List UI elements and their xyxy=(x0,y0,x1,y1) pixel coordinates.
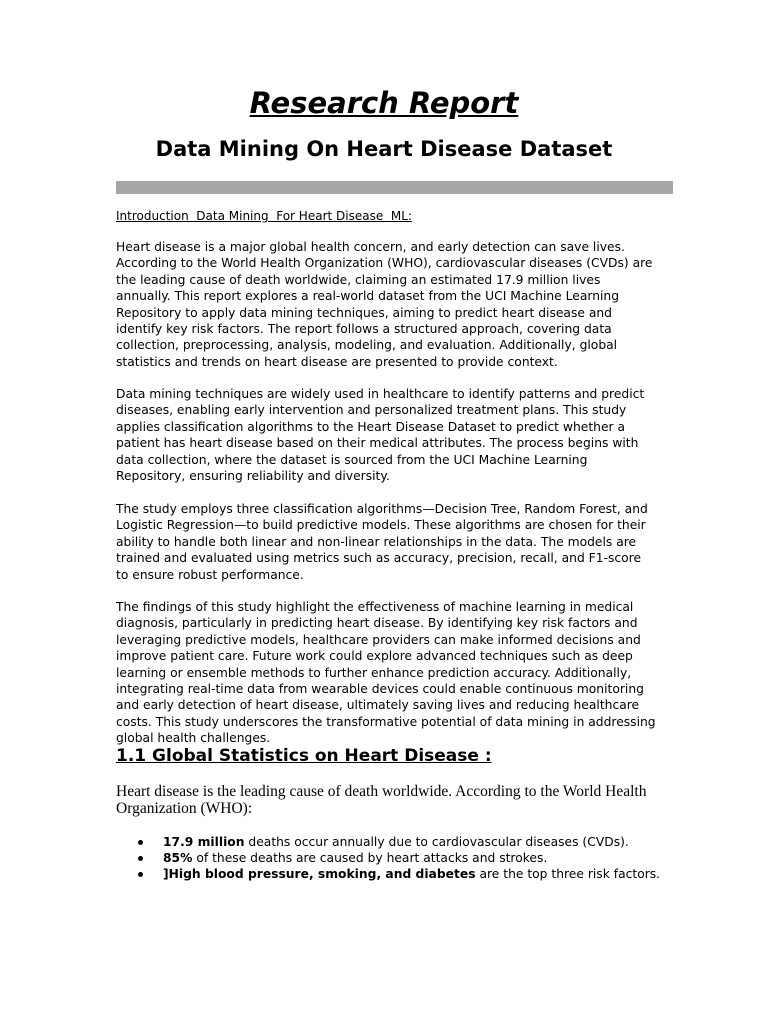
paragraph-3: The study employs three classification algorithms—Decision Tree, Random Forest, and Logistic Regression—to build predictive models. These algorithms are chosen for their ability to handle both linear and non-linear relationships in the data. The models are trained and evaluated using metrics such as accuracy, precision, recall, and F1-score to ensure robust performance. xyxy=(116,502,648,582)
paragraph-4: The findings of this study highlight the effectiveness of machine learning in medical diagnosis, particularly in predicting heart disease. By identifying key risk factors and leveraging predictive models, healthcare providers can make informed decisions and improve patient care. Future work could explore advanced techniques such as deep learning or ensemble methods to further enhance prediction accuracy. Additionally, integrating real-time data from wearable devices could enable continuous monitoring and early detection of heart disease, ultimately saving lives and reducing healthcare costs. This study underscores the transformative potential of data mining in addressing global health challenges. xyxy=(116,600,656,746)
bullet-bold-text: 85% xyxy=(163,851,193,866)
bullet-icon xyxy=(138,840,143,845)
report-title: Research Report xyxy=(249,86,519,120)
bullet-bold-text: ]High blood pressure, smoking, and diabetes xyxy=(163,867,476,882)
introduction-heading: Introduction Data Mining For Heart Disease ML: xyxy=(116,209,412,223)
bullet-icon xyxy=(138,872,143,877)
paragraph-1: Heart disease is a major global health concern, and early detection can save lives. According to the World Health Organization (WHO), cardiovascular diseases (CVDs) are the leading cause of death worldwide, claiming an estimated 17.9 million lives annually. This report explores a real-world dataset from the UCI Machine Learning Repository to apply data mining techniques, aiming to predict heart disease and identify key risk factors. The report follows a structured approach, covering data collection, preprocessing, analysis, modeling, and evaluation. Additionally, global statistics and trends on heart disease are presented to provide context. xyxy=(116,240,653,369)
title-divider-bar xyxy=(116,181,673,194)
list-item xyxy=(116,850,660,866)
report-subtitle: Data Mining On Heart Disease Dataset xyxy=(155,137,613,161)
paragraph-2: Data mining techniques are widely used in healthcare to identify patterns and predict diseases, enabling early intervention and personalized treatment plans. This study applies classification algorithms to the Heart Disease Dataset to predict whether a patient has heart disease based on their medical attributes. The process begins with data collection, where the dataset is sourced from the UCI Machine Learning Repository, ensuring reliability and diversity. xyxy=(116,387,645,484)
bullet-text: deaths occur annually due to cardiovascular diseases (CVDs). xyxy=(244,835,629,849)
section-heading-global-statistics: 1.1 Global Statistics on Heart Disease : xyxy=(116,746,492,766)
bullet-text: of these deaths are caused by heart attacks and strokes. xyxy=(192,851,548,866)
section-intro-text: Heart disease is the leading cause of death worldwide. According to the World Health Organization (WHO): xyxy=(116,783,647,817)
statistics-bullet-list xyxy=(116,834,660,883)
bullet-icon xyxy=(138,856,143,861)
list-item xyxy=(116,866,660,882)
list-item xyxy=(116,834,660,850)
bullet-bold-text: 17.9 million xyxy=(163,835,245,849)
bullet-text: are the top three risk factors. xyxy=(475,867,661,882)
